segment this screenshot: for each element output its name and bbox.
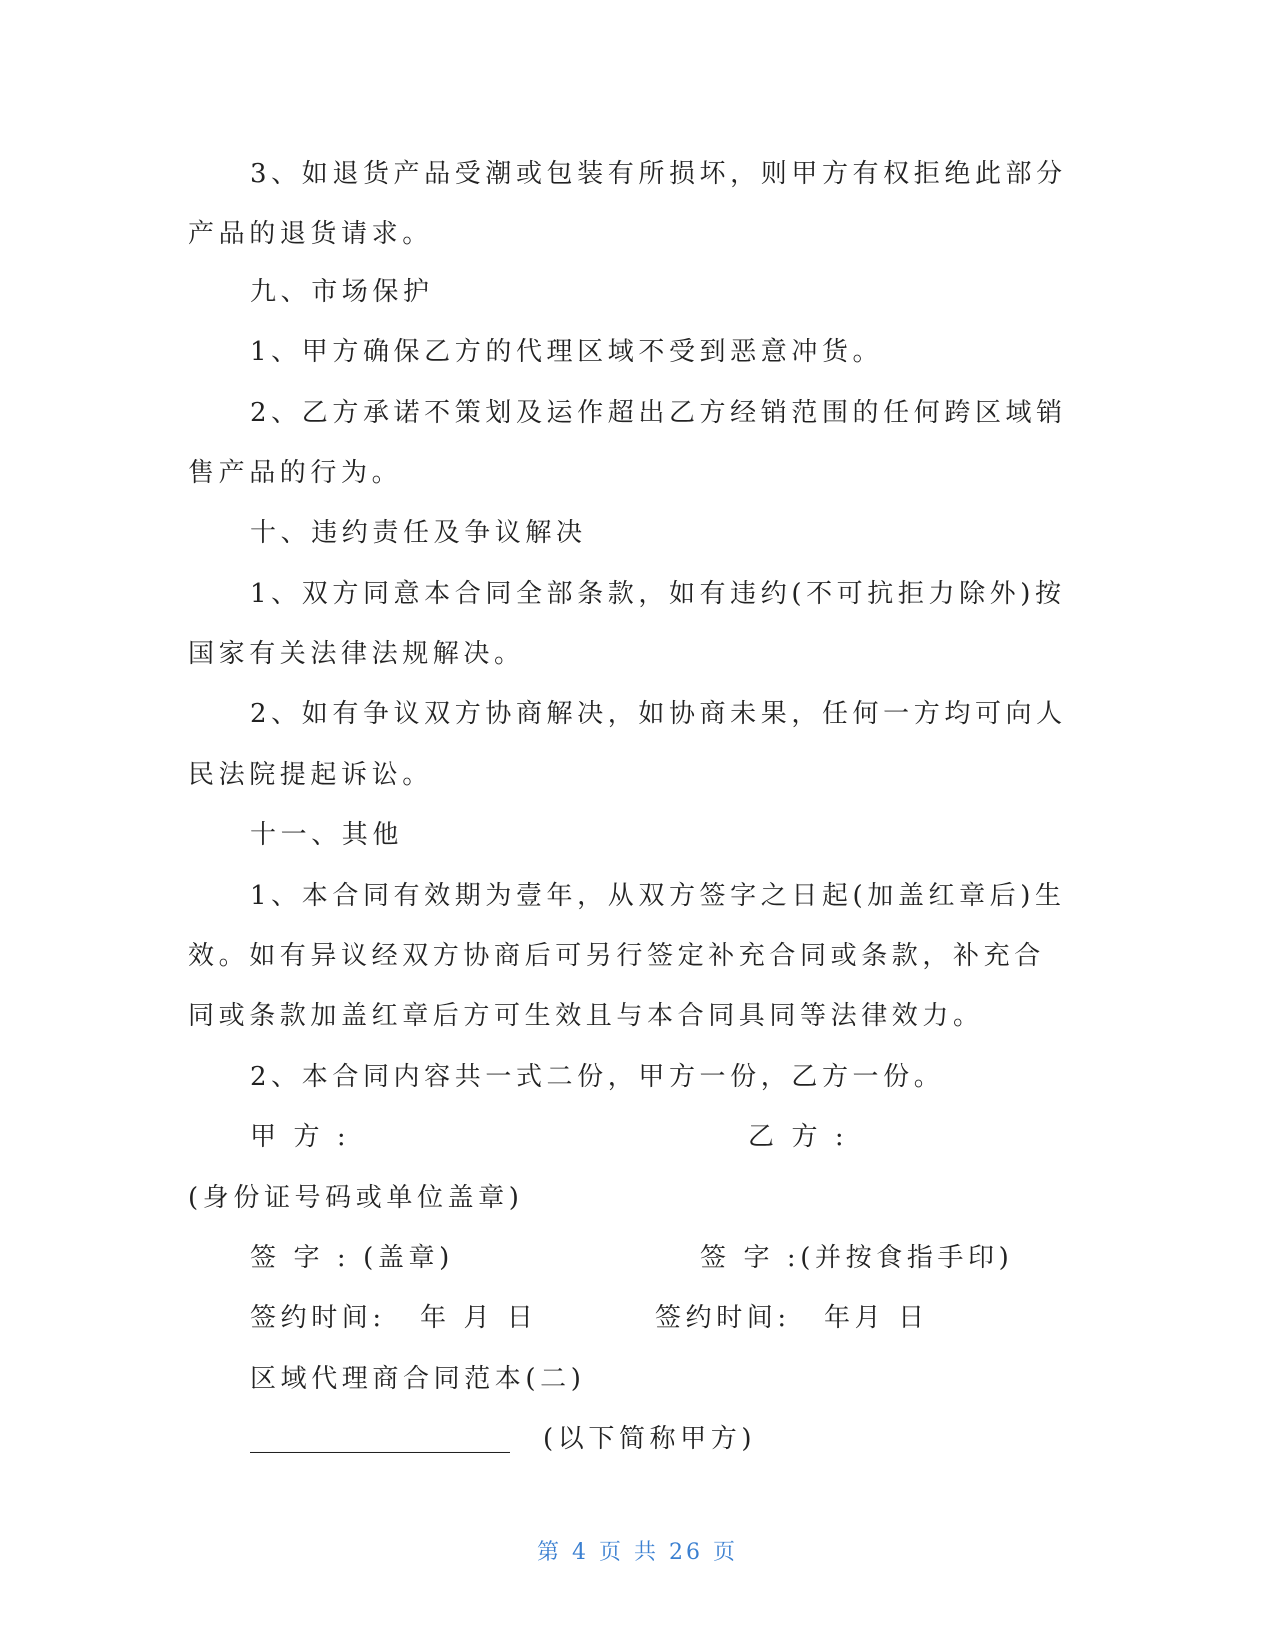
party-a-date-label: 签约时间: xyxy=(250,1303,386,1333)
paragraph-line: 产品的退货请求。 xyxy=(188,219,433,249)
paragraph-line: 国家有关法律法规解决。 xyxy=(188,639,525,669)
paragraph-line: 2、本合同内容共一式二份，甲方一份，乙方一份。 xyxy=(250,1062,945,1092)
paragraph-line: 2、乙方承诺不策划及运作超出乙方经销范围的任何跨区域销 xyxy=(250,398,1067,428)
paragraph-line: 1、本合同有效期为壹年，从双方签字之日起(加盖红章后)生 xyxy=(250,881,1066,911)
section-heading: 九、市场保护 xyxy=(250,277,434,307)
section-heading: 十一、其他 xyxy=(250,820,404,850)
page-number: 第 4 页 共 26 页 xyxy=(537,1540,738,1565)
paragraph-line: 2、如有争议双方协商解决，如协商未果，任何一方均可向人 xyxy=(250,699,1067,729)
party-b-date-value: 年月 日 xyxy=(824,1303,929,1333)
party-a-label: 甲 方 : xyxy=(250,1122,351,1152)
party-a-short-label: (以下简称甲方) xyxy=(543,1424,757,1454)
paragraph-line: 3、如退货产品受潮或包装有所损坏，则甲方有权拒绝此部分 xyxy=(250,159,1067,189)
paragraph-line: 同或条款加盖红章后方可生效且与本合同具同等法律效力。 xyxy=(188,1001,984,1031)
paragraph-line: 1、双方同意本合同全部条款，如有违约(不可抗拒力除外)按 xyxy=(250,579,1066,609)
party-b-date-label: 签约时间: xyxy=(655,1303,791,1333)
id-note: (身份证号码或单位盖章) xyxy=(188,1183,524,1213)
section-heading: 十、违约责任及争议解决 xyxy=(250,518,587,548)
party-b-signature: 签 字 :(并按食指手印) xyxy=(700,1243,1014,1273)
paragraph-line: 售产品的行为。 xyxy=(188,458,403,488)
blank-fill-line: ____________________ xyxy=(250,1424,510,1454)
party-b-label: 乙 方 : xyxy=(748,1122,849,1152)
paragraph-line: 效。如有异议经双方协商后可另行签定补充合同或条款，补充合 xyxy=(188,941,1045,971)
paragraph-line: 民法院提起诉讼。 xyxy=(188,760,433,790)
paragraph-line: 1、甲方确保乙方的代理区域不受到恶意冲货。 xyxy=(250,337,884,367)
party-a-date-value: 年 月 日 xyxy=(420,1303,538,1333)
party-a-signature: 签 字 : (盖章) xyxy=(250,1243,454,1273)
page-footer xyxy=(0,1535,1275,1566)
next-contract-title: 区域代理商合同范本(二) xyxy=(250,1364,586,1394)
